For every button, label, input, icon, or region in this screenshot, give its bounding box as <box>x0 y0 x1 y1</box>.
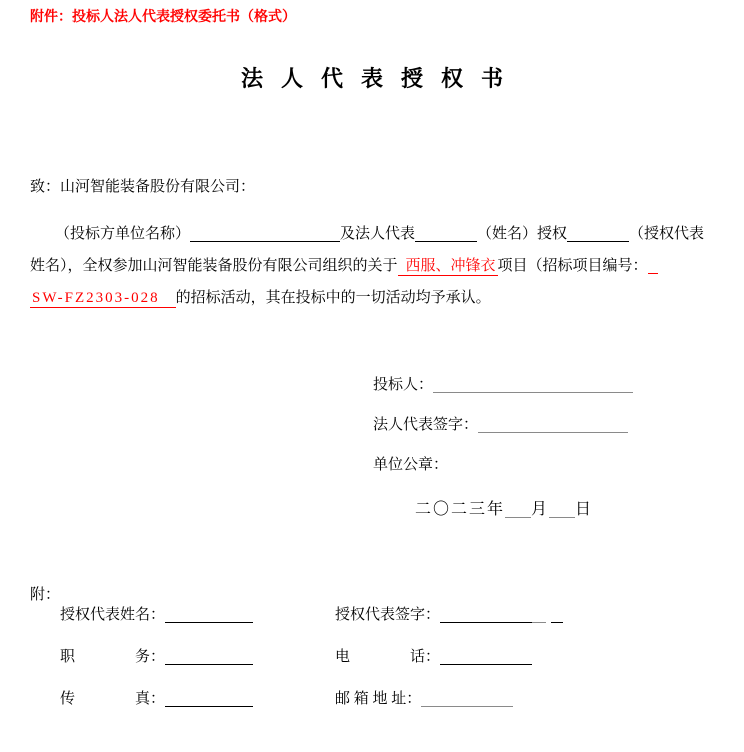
date-year: 二〇二三年 <box>415 501 506 518</box>
bidder-signature-blank <box>433 377 633 393</box>
authorized-rep-name-field <box>60 603 253 624</box>
appendix-row-1 <box>0 603 744 645</box>
bidder-unit-name-blank <box>190 226 340 242</box>
project-number-label: 项目（招标项目编号： <box>497 258 648 274</box>
appendix-section <box>0 603 744 729</box>
legal-rep-label: 及法人代表 <box>340 226 416 242</box>
email-label: 邮 箱 地 址： <box>335 691 422 707</box>
rep-signature-blank <box>478 417 628 433</box>
email-field <box>335 687 513 708</box>
bidder-line <box>373 375 633 415</box>
body-line-3 <box>30 282 740 314</box>
date-day-blank <box>549 501 575 518</box>
position-label: 职 务： <box>60 649 166 665</box>
appendix-row-2 <box>0 645 744 687</box>
position-field <box>60 645 253 666</box>
fax-label: 传 真： <box>60 691 166 707</box>
fax-blank <box>165 691 253 707</box>
authorized-rep-signature-field <box>335 603 563 624</box>
project-code-highlight: SW-FZ2303-028 <box>30 290 176 308</box>
rep-signature-line <box>373 415 633 455</box>
rep-signature-label: 法人代表签字： <box>373 417 479 433</box>
body-line-2-text: 姓名），全权参加山河智能装备股份有限公司组织的关于 <box>30 258 398 274</box>
phone-blank <box>440 649 532 665</box>
document-title: 法人代表授权书 <box>240 66 521 91</box>
appendix-label: 附： <box>30 587 61 603</box>
authorized-rep-name-blank <box>165 607 253 623</box>
seal-label: 单位公章： <box>373 457 449 473</box>
seal-line <box>373 455 633 495</box>
authorize-label: （姓名）授权 <box>477 226 568 242</box>
project-name-highlight: 西服、冲锋衣 <box>398 258 498 276</box>
authorized-rep-signature-label: 授权代表签字： <box>335 607 441 623</box>
body-line-1 <box>30 218 740 250</box>
body-line-2 <box>30 250 740 282</box>
authorized-rep-signature-blank-gray <box>532 607 546 623</box>
authorized-rep-signature-blank <box>440 607 532 623</box>
date-month-blank <box>505 501 531 518</box>
authorized-rep-signature-blank-tail <box>551 607 563 623</box>
signature-block <box>373 375 633 495</box>
date-line <box>415 496 593 519</box>
authorized-rep-blank <box>567 226 629 242</box>
email-blank <box>421 691 513 707</box>
attachment-note: 附件：投标人法人代表授权委托书（格式） <box>30 10 296 25</box>
project-number-blank-start <box>648 258 658 274</box>
addressee-line: 致：山河智能装备股份有限公司： <box>30 179 256 195</box>
date-month-label: 月 <box>531 501 550 518</box>
appendix-row-3 <box>0 687 744 729</box>
date-day-label: 日 <box>575 501 594 518</box>
fax-field <box>60 687 253 708</box>
body-line-3-text: 的招标活动，其在投标中的一切活动均予承认。 <box>175 290 491 306</box>
bidder-unit-name-label: （投标方单位名称） <box>55 226 191 242</box>
phone-field <box>335 645 532 666</box>
legal-rep-name-blank <box>415 226 477 242</box>
position-blank <box>165 649 253 665</box>
phone-label: 电 话： <box>335 649 441 665</box>
authorized-rep-name-label: 授权代表姓名： <box>60 607 166 623</box>
bidder-label: 投标人： <box>373 377 434 393</box>
body-paragraph <box>30 218 740 314</box>
authorized-rep-label: （授权代表 <box>629 226 705 242</box>
